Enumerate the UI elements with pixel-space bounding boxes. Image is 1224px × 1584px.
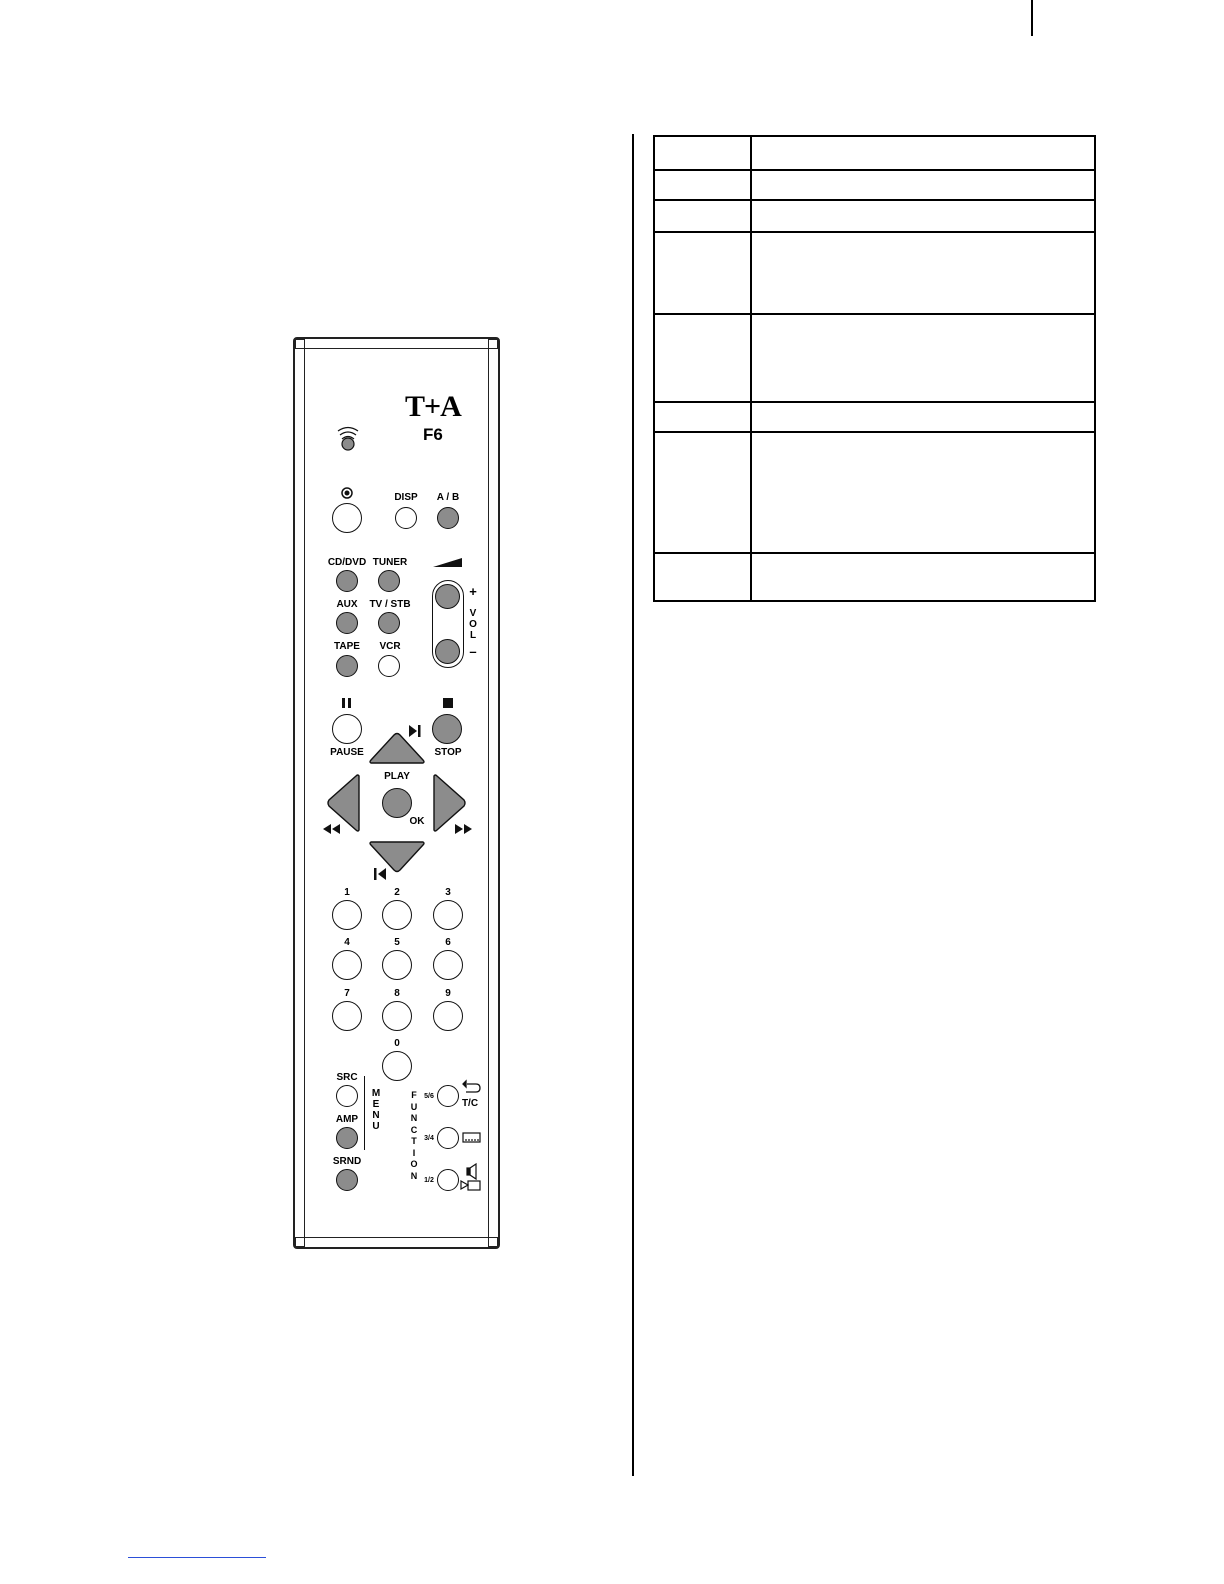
digit-label: 1 [344, 887, 350, 898]
srnd-label: SRND [332, 1156, 362, 1167]
pause-button[interactable] [332, 714, 362, 744]
cd-dvd-label: CD/DVD [327, 557, 367, 568]
menu-label [371, 1088, 381, 1132]
digit-6-button[interactable] [433, 950, 463, 980]
fn-12-label: 1/2 [424, 1177, 434, 1184]
menu-letter: E [372, 1099, 380, 1110]
remote-corner [295, 1237, 305, 1247]
table-row [654, 136, 1095, 170]
fn-34-button[interactable] [437, 1127, 459, 1149]
vol-letter: L [469, 630, 477, 641]
remote-corner [295, 339, 305, 349]
play-ok-button[interactable] [382, 788, 412, 818]
remote-corner [488, 1237, 498, 1247]
digit-label: 6 [445, 937, 451, 948]
menu-letter: N [372, 1110, 380, 1121]
digit-label: 7 [344, 988, 350, 999]
digit-label: 3 [445, 887, 451, 898]
src-button[interactable] [336, 1085, 358, 1107]
table-cell [654, 314, 751, 402]
stop-button[interactable] [432, 714, 462, 744]
tuner-label: TUNER [372, 557, 408, 568]
digit-label: 5 [394, 937, 400, 948]
table-row [654, 402, 1095, 432]
function-letter: U [410, 1101, 418, 1112]
volume-up-button[interactable] [435, 584, 460, 609]
function-letter: C [410, 1124, 418, 1135]
digit-label: 2 [394, 887, 400, 898]
volume-label [468, 608, 478, 641]
table-row [654, 200, 1095, 232]
digit-4-button[interactable] [332, 950, 362, 980]
ok-label: OK [409, 816, 425, 827]
tc-label: T/C [461, 1098, 479, 1109]
tv-stb-button[interactable] [378, 612, 400, 634]
fn-56-label: 5/6 [424, 1093, 434, 1100]
vol-letter: O [469, 619, 477, 630]
brand-logo: T+A [405, 390, 461, 423]
disp-label: DISP [394, 492, 418, 503]
function-letter: O [410, 1159, 418, 1169]
table-row [654, 170, 1095, 200]
vcr-label: VCR [379, 641, 401, 652]
volume-plus-label: + [469, 584, 477, 599]
volume-rocker [432, 580, 464, 668]
digit-5-button[interactable] [382, 950, 412, 980]
table-row [654, 232, 1095, 314]
digit-1-button[interactable] [332, 900, 362, 930]
function-letter: N [410, 1113, 418, 1123]
remote-corner [488, 339, 498, 349]
table-cell [751, 553, 1095, 601]
menu-letter: M [371, 1088, 381, 1099]
table-cell [751, 314, 1095, 402]
model-label: F6 [423, 425, 443, 444]
amp-button[interactable] [336, 1127, 358, 1149]
digit-0-button[interactable] [382, 1051, 412, 1081]
table-cell [751, 402, 1095, 432]
standby-button[interactable] [332, 503, 362, 533]
table-cell [654, 200, 751, 232]
table-cell [751, 136, 1095, 170]
table-row [654, 314, 1095, 402]
table-row [654, 553, 1095, 601]
table-cell [751, 232, 1095, 314]
function-letter: T [411, 1136, 417, 1146]
volume-minus-label: – [469, 644, 477, 659]
digit-8-button[interactable] [382, 1001, 412, 1031]
pause-label: PAUSE [330, 747, 364, 758]
digit-9-button[interactable] [433, 1001, 463, 1031]
srnd-button[interactable] [336, 1169, 358, 1191]
play-label: PLAY [384, 771, 410, 782]
cd-dvd-button[interactable] [336, 570, 358, 592]
digit-3-button[interactable] [433, 900, 463, 930]
ab-label: A / B [436, 492, 460, 503]
menu-bracket [364, 1076, 365, 1150]
tuner-button[interactable] [378, 570, 400, 592]
vcr-button[interactable] [378, 655, 400, 677]
tape-label: TAPE [334, 641, 360, 652]
table-cell [654, 136, 751, 170]
aux-label: AUX [336, 599, 358, 610]
fn-56-button[interactable] [437, 1085, 459, 1107]
function-letter: F [411, 1090, 417, 1100]
digit-label: 8 [394, 988, 400, 999]
digit-7-button[interactable] [332, 1001, 362, 1031]
table-cell [654, 402, 751, 432]
digit-2-button[interactable] [382, 900, 412, 930]
menu-letter: U [372, 1121, 380, 1132]
fn-12-button[interactable] [437, 1169, 459, 1191]
table-cell [751, 200, 1095, 232]
function-letter: I [412, 1147, 416, 1158]
vol-letter: V [469, 608, 477, 619]
volume-down-button[interactable] [435, 639, 460, 664]
digit-label: 0 [394, 1038, 400, 1049]
tv-stb-label: TV / STB [369, 599, 411, 610]
table-cell [654, 170, 751, 200]
stop-label: STOP [434, 747, 462, 758]
digit-label: 9 [445, 988, 451, 999]
table-cell [654, 553, 751, 601]
tape-button[interactable] [336, 655, 358, 677]
fn-34-label: 3/4 [424, 1135, 434, 1142]
amp-label: AMP [335, 1114, 359, 1125]
table-cell [751, 170, 1095, 200]
footer-rule [128, 1557, 266, 1558]
table-cell [654, 432, 751, 553]
table-cell [654, 232, 751, 314]
function-letter: N [410, 1170, 418, 1181]
reference-table [653, 135, 1096, 602]
table-row [654, 432, 1095, 553]
column-divider [632, 134, 634, 1476]
aux-button[interactable] [336, 612, 358, 634]
table-cell [751, 432, 1095, 553]
function-label [409, 1090, 419, 1182]
digit-label: 4 [344, 937, 350, 948]
disp-button[interactable] [395, 507, 417, 529]
top-rule [1031, 0, 1033, 36]
src-label: SRC [336, 1072, 358, 1083]
ab-button[interactable] [437, 507, 459, 529]
